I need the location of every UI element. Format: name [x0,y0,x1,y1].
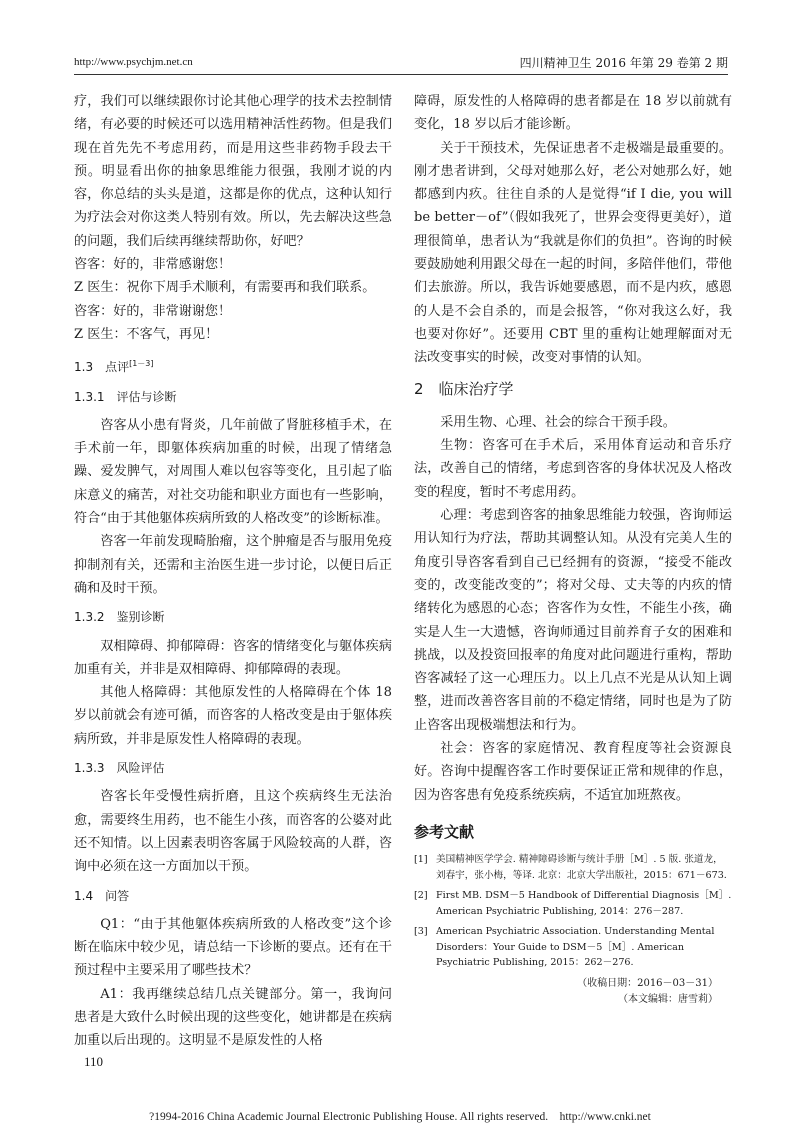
dialogue-line: 咨客：好的，非常谢谢您！ [74,303,232,319]
reference-number: [1] [414,854,428,866]
paragraph: Q1：“由于其他躯体疾病所致的人格改变”这个诊断在临床中较少见，请总结一下诊断的要点。还有在干预过程中主要采用了哪些技术？ [74,916,392,979]
paragraph: 咨客长年受慢性病折磨，且这个疾病终生无法治愈，需要终生用药，也不能生小孩，而咨客的公婆对此还不知情。以上因素表明咨客属于风险较高的人群，咨询中必须在这一方面加以干预。 [74,789,392,875]
header-rule [74,74,728,75]
citation-superscript: [1－3] [129,359,154,369]
left-column [74,90,392,1053]
reference-item [414,924,732,971]
paragraph: 疗，我们可以继续跟你讨论其他心理学的技术去控制情绪，有必要的时候还可以选用精神活性药物。但是我们现在首先先不考虑用药，而是用这些非药物手段去干预。明显看出你的抽象思维能力很强，我刚才说的内容，你总结的头头是道，这都是你的优点，这种认知行为疗法会对你这类人特别有效。所以，先去解决这些急的问题，我们后续再继续帮助你，好吧？ [74,94,392,249]
received-date: （收稿日期：2016－03－31） [577,977,718,989]
references-heading: 参考文献 [414,822,475,841]
paragraph: A1：我再继续总结几点关键部分。第一，我询问患者是大致什么时候出现的这些变化，她讲都是在疾病加重以后出现的。这明显不是原发性的人格 [74,986,392,1049]
dialogue-line: Z 医生：祝你下周手术顺利，有需要再和我们联系。 [74,280,376,296]
paragraph: 其他人格障碍：其他原发性的人格障碍在个体 18 岁以前就会有迹可循，而咨客的人格改变是由于躯体疾病所致，并非是原发性人格障碍的表现。 [74,685,392,747]
paragraph: 关于干预技术，先保证患者不走极端是最重要的。刚才患者讲到，父母对她那么好，老公对她那么好，她都感到内疚。往往自杀的人是觉得“if I die, you will be better－of”（假如我死了，世界会变得更美好），道理很简单，患者认为“我就是你们的负担”。咨询的时候要鼓励她利用跟父母在一起的时间，多陪伴他们，带他们去旅游。所以，我告诉她要感恩，而不是内疚，感恩的人是不会自杀的，而是会报答，“你对我这么好，我也要对你好”。还要用 CBT 里的重构让她理解面对无法改变事实的时候，改变对事情的认知。 [414,140,732,366]
paragraph: 双相障碍、抑郁障碍：咨客的情绪变化与躯体疾病加重有关，并非是双相障碍、抑郁障碍的表现。 [74,638,392,677]
paragraph: 咨客从小患有肾炎，几年前做了肾脏移植手术，在手术前一年，即躯体疾病加重的时候，出现了情绪急躁、爱发脾气，对周围人难以包容等变化，且引起了临床意义的痛苦，对社交功能和职业方面也有一些影响，符合“由于其他躯体疾病所致的人格改变”的诊断标准。 [74,417,392,527]
reference-text: American Psychiatric Association. Understanding Mental Disorders：Your Guide to DSM－5［M］. American Psychiatric Publishing, 2015：262－276. [436,926,715,969]
journal-issue: 四川精神卫生 2016 年第 29 卷第 2 期 [519,56,728,70]
section-heading-1-4: 1.4 问答 [74,888,130,903]
dialogue-line: 咨客：好的，非常感谢您！ [74,257,232,273]
paragraph: 心理：考虑到咨客的抽象思维能力较强，咨询师运用认知行为疗法，帮助其调整认知。从没有完美人生的角度引导咨客看到自己已经拥有的资源，“接受不能改变的，改变能改变的”；将对父母、丈夫等的内疚的情绪转化为感恩的心态；咨客作为女性，不能生小孩，确实是人生一大遗憾，咨询师通过目前养育子女的困难和挑战，以及投资回报率的角度对此问题进行重构，帮助咨客减轻了这一心理压力。以上几点不光是从认知上调整，进而改善咨客目前的不稳定情绪，同时也是为了防止咨客出现极端想法和行为。 [414,508,732,733]
section-heading-1-3-2: 1.3.2 鉴别诊断 [74,610,165,625]
reference-number: [3] [414,926,428,938]
section-heading-2: 2 临床治疗学 [414,379,514,398]
paragraph: 咨客一年前发现畸胎瘤，这个肿瘤是否与服用免疫抑制剂有关，还需和主治医生进一步讨论，以便日后正确和及时干预。 [74,534,392,596]
page-number: 110 [84,1054,104,1069]
dialogue-line: Z 医生：不客气，再见！ [74,326,219,342]
section-heading-1-3-3: 1.3.3 风险评估 [74,761,165,776]
reference-number: [2] [414,890,428,902]
copyright-footer: ?1994-2016 China Academic Journal Electronic Publishing House. All rights reserved. http://www.cnki.net [149,1111,651,1123]
reference-text: First MB. DSM－5 Handbook of Differential Diagnosis［M］. American Psychiatric Publishing, 2014：276－287. [436,890,732,917]
editor-credit: （本文编辑：唐雪莉） [618,993,718,1005]
paragraph: 生物：咨客可在手术后，采用体育运动和音乐疗法，改善自己的情绪，考虑到咨客的身体状况及人格改变的程度，暂时不考虑用药。 [414,438,732,500]
right-column [414,90,732,1008]
reference-text: 美国精神医学学会. 精神障碍诊断与统计手册［M］. 5 版. 张道龙，刘春宇，张小梅，等译. 北京：北京大学出版社，2015：671－673. [436,854,727,881]
journal-url: http://www.psychjm.net.cn [74,56,193,68]
section-heading-1-3-1: 1.3.1 评估与诊断 [74,389,177,404]
section-heading-1-3: 1.3 点评[1－3] [74,359,154,375]
reference-item [414,888,732,919]
running-header [74,54,728,72]
reference-item [414,852,732,883]
paragraph: 障碍，原发性的人格障碍的患者都是在 18 岁以前就有变化，18 岁以后才能诊断。 [414,94,732,133]
paragraph: 社会：咨客的家庭情况、教育程度等社会资源良好。咨询中提醒咨客工作时要保证正常和规律的作息，因为咨客患有免疫系统疾病，不适宜加班熬夜。 [414,741,732,803]
paragraph: 采用生物、心理、社会的综合干预手段。 [440,414,676,430]
